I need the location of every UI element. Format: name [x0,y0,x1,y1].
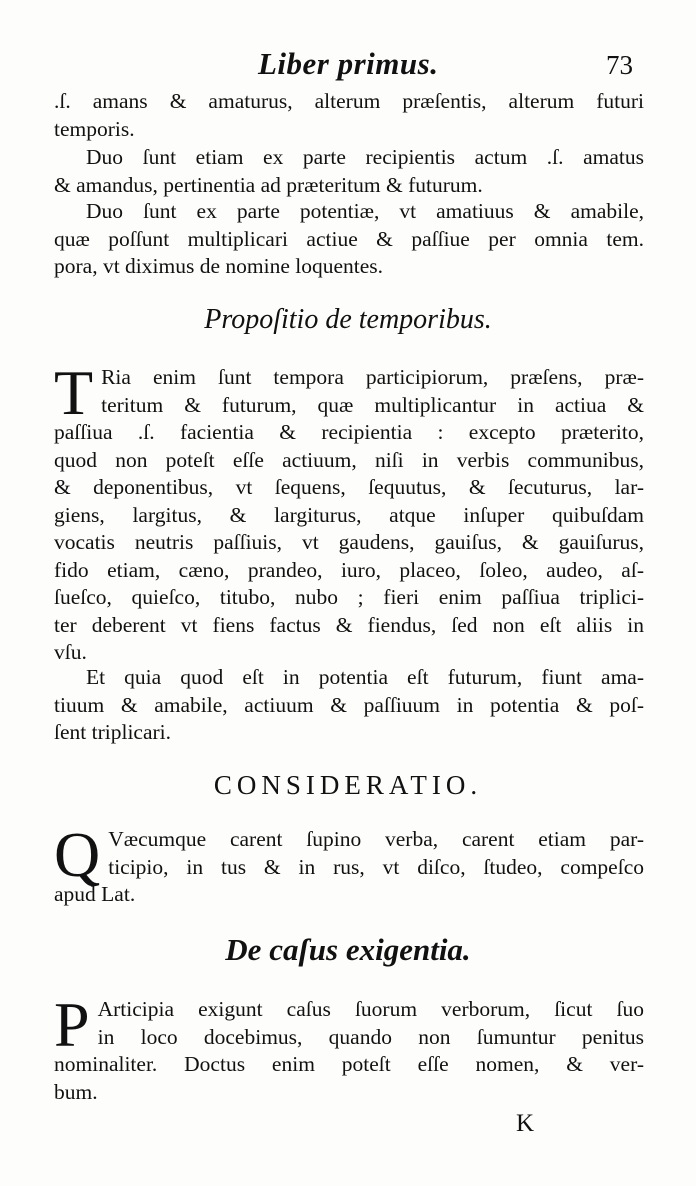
text-line: & deponentibus, vt ſequens, ſequutus, & ſecuturus, lar- [54,475,644,499]
running-head: Liber primus. [258,46,439,81]
section-heading-casus: De caſus exigentia. [225,932,471,967]
drop-cap: T [54,357,94,428]
text-line: paſſiua .ſ. facientia & recipientia : excepto præterito, [54,420,644,444]
paragraph-supino [54,819,644,909]
drop-cap: P [54,989,90,1060]
text-line: quæ poſſunt multiplicari actiue & paſſiue per omnia tem. [54,226,644,251]
text-line: Articipia exigunt caſus ſuorum verborum, ſicut ſuo [97,997,644,1021]
paragraph-potentiae [54,198,644,281]
text-line: giens, largitus, & largiturus, atque inſuper quibuſdam [54,502,644,527]
catchword: K [516,1110,535,1137]
text-line: apud Lat. [54,882,136,906]
text-line: teritum & futurum, quæ multiplicantur in actiua & [101,392,644,417]
page-number: 73 [606,50,633,80]
paragraph-potentia-futurum [54,664,644,747]
page-header [0,46,696,86]
section-heading-consideratio: CONSIDERATIO. [213,770,483,800]
drop-cap: Q [54,819,101,890]
paragraph-continuation [54,88,644,143]
text-line: tiuum & amabile, actiuum & paſſiuum in potentia & poſ- [54,692,644,717]
text-line: ſent triplicari. [54,720,172,744]
text-line: Væcumque carent ſupino verba, carent etiam par- [108,827,644,851]
text-line: nominaliter. Doctus enim poteſt eſſe nomen, & ver- [54,1052,644,1076]
paragraph-tria-tempora [54,357,644,667]
text-line: ſueſco, quieſco, titubo, nubo ; fieri enim paſſiua triplici- [54,585,644,609]
text-line: Duo ſunt etiam ex parte recipientis actum .ſ. amatus [86,145,644,169]
text-line: & amandus, pertinentia ad præteritum & futurum. [54,172,483,197]
text-line: temporis. [54,116,135,141]
text-line: quod non poteſt eſſe actiuum, niſi in verbis communibus, [54,447,644,472]
section-heading-temporibus: Propoſitio de temporibus. [204,304,492,335]
paragraph-recipientis [54,144,644,199]
paragraph-participia [54,989,644,1106]
text-line: Duo ſunt ex parte potentiæ, vt amatiuus & amabile, [86,199,644,223]
text-line: Ria enim ſunt tempora participiorum, præſens, præ- [101,365,644,389]
text-line: vocatis neutris paſſiuis, vt gaudens, gauiſus, & gauiſurus, [54,530,644,554]
text-line: Et quia quod eſt in potentia eſt futurum, fiunt ama- [86,665,644,689]
text-line: bum. [54,1079,98,1104]
text-line: ticipio, in tus & in rus, vt diſco, ſtudeo, compeſco [108,854,644,879]
text-line: fido etiam, cæno, prandeo, iuro, placeo, ſoleo, audeo, aſ- [54,557,644,582]
text-line: ter deberent vt fiens factus & fiendus, ſed non eſt aliis in [54,612,644,637]
text-line: .ſ. amans & amaturus, alterum præſentis, alterum futuri [54,89,644,113]
text-line: in loco docebimus, quando non ſumuntur penitus [97,1024,644,1049]
text-line: pora, vt diximus de nomine loquentes. [54,254,384,278]
text-line: vſu. [54,640,87,664]
